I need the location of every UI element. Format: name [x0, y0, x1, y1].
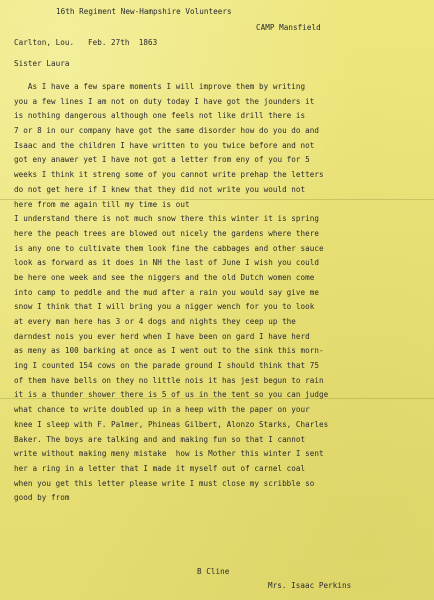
body-line: Isaac and the children I have written to you twice before and not: [14, 140, 315, 150]
body-line: here from me again till my time is out: [14, 199, 190, 209]
body-line: as meny as 100 barking at once as I went out to the sink this morn-: [14, 346, 324, 356]
body-line: here the peach trees are blowed out nicely the gardens where there: [14, 228, 320, 238]
body-line: I understand there is not much snow there this winter it is spring: [14, 214, 320, 224]
body-line: good by from: [14, 493, 70, 503]
body-line: into camp to peddle and the mud after a rain you would say give me: [14, 287, 320, 297]
camp-name: CAMP Mansfield: [256, 23, 321, 32]
body-line: snow I think that I will bring you a nigger wench for you to look: [14, 302, 315, 312]
body-line: look as forward as it does in NH the last of June I wish you could: [14, 258, 320, 268]
body-line: what chance to write doubled up in a heep with the paper on your: [14, 405, 310, 415]
body-line: be here one week and see the niggers and the old Dutch women come: [14, 272, 315, 282]
regiment-heading: 16th Regiment New-Hampshire Volunteers: [56, 7, 232, 16]
body-line: got eny anawer yet I have not got a letter from eny of you for 5: [14, 155, 310, 165]
body-line: her a ring in a letter that I made it myself out of carnel coal: [14, 463, 306, 473]
body-line: it is a thunder shower there is 5 of us in the tent so you can judge: [14, 390, 329, 400]
place-and-date: Carlton, Lou. Feb. 27th 1863: [14, 38, 158, 47]
signature-for: Mrs. Isaac Perkins: [268, 581, 352, 590]
body-line: ing I counted 154 cows on the parade ground I should think that 75: [14, 361, 320, 371]
body-line: do not get here if I knew that they did not write you would not: [14, 184, 306, 194]
body-line: weeks I think it streng some of you cannot write prehap the letters: [14, 170, 324, 180]
body-line: Baker. The boys are talking and and making fun so that I cannot: [14, 434, 306, 444]
body-line: when you get this letter please write I must close my scribble so: [14, 478, 315, 488]
letter-body: [14, 80, 428, 506]
body-line: darndest nois you ever herd when I have been on gard I have herd: [14, 331, 310, 341]
body-line: of them have bells on they no little nois it has jest begun to rain: [14, 375, 324, 385]
body-line: write without making meny mistake how is Mother this winter I sent: [14, 449, 324, 459]
body-line: you a few lines I am not on duty today I have got the jounders it: [14, 96, 315, 106]
body-line: 7 or 8 in our company have got the same disorder how do you do and: [14, 126, 320, 136]
body-line: As I have a few spare moments I will improve them by writing: [14, 82, 306, 91]
salutation: Sister Laura: [14, 59, 70, 68]
body-line: is any one to cultivate them look fine the cabbages and other sauce: [14, 243, 324, 253]
body-line: at every man here has 3 or 4 dogs and nights they ceep up the: [14, 317, 296, 326]
signature-name: B Cline: [197, 567, 230, 576]
body-line: is nothing dangerous although one feels not like drill there is: [14, 111, 306, 121]
body-line: knee I sleep with F. Palmer, Phineas Gilbert, Alonzo Starks, Charles: [14, 419, 329, 429]
